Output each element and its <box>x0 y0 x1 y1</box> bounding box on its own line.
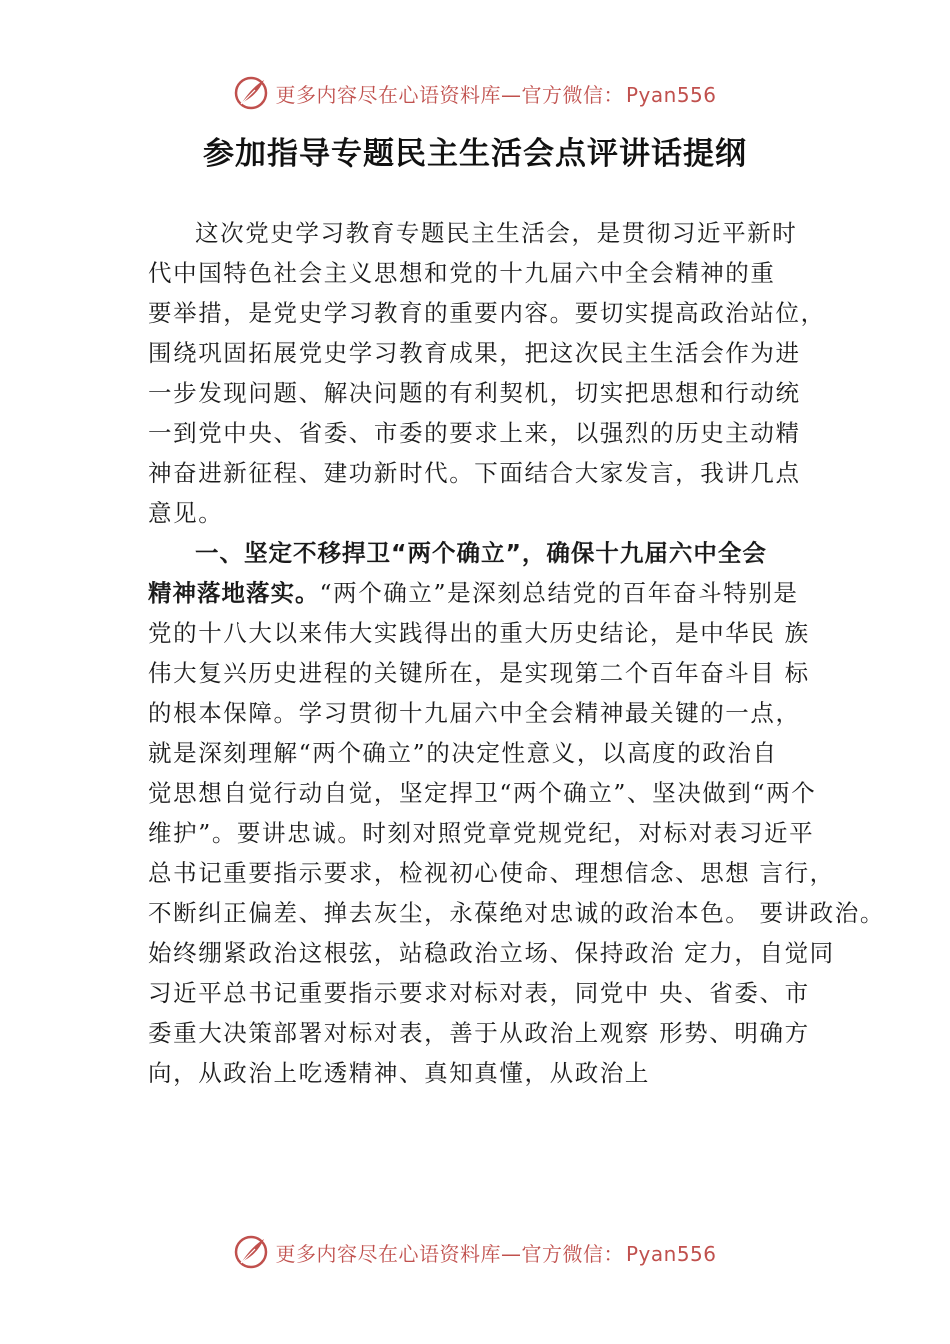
watermark-wechat-id: Pyan556 <box>625 1241 717 1266</box>
watermark-label: 更多内容尽在心语资料库—官方微信： <box>275 82 624 107</box>
paragraph-line: 要举措，是党史学习教育的重要内容。要切实提高政治站位， <box>148 299 826 327</box>
paragraph-line: 始终绷紧政治这根弦，站稳政治立场、保持政治 定力，自觉同 <box>148 939 835 967</box>
paragraph-line: 的根本保障。学习贯彻十九届六中全会精神最关键的一点， <box>148 699 801 727</box>
paragraph-line: 一步发现问题、解决问题的有利契机，切实把思想和行动统 <box>148 379 801 407</box>
watermark-wechat-id: Pyan556 <box>625 82 717 107</box>
paragraph-line: 伟大复兴历史进程的关键所在，是实现第二个百年奋斗目 标 <box>148 659 810 687</box>
watermark-text <box>275 79 716 108</box>
paragraph-line: 总书记重要指示要求，检视初心使命、理想信念、思想 言行， <box>148 859 835 887</box>
paragraph-line: 意见。 <box>148 499 224 527</box>
feather-pen-logo-icon <box>233 1234 269 1270</box>
section-heading-end: 精神落地落实。 <box>148 579 320 607</box>
document-body <box>148 213 885 1093</box>
paragraph-line: 一到党中央、省委、市委的要求上来，以强烈的历史主动精 <box>148 419 801 447</box>
paragraph-line: 维护”。要讲忠诚。时刻对照党章党规党纪，对标对表习近平 <box>148 819 815 847</box>
section-heading-continuation <box>148 573 838 613</box>
paragraph-line: 神奋进新征程、建功新时代。下面结合大家发言，我讲几点 <box>148 459 801 487</box>
page-title: 参加指导专题民主生活会点评讲话提纲 <box>203 136 747 172</box>
paragraph-line: 党的十八大以来伟大实践得出的重大历史结论，是中华民 族 <box>148 619 810 647</box>
paragraph-line: 不断纠正偏差、掸去灰尘，永葆绝对忠诚的政治本色。 要讲政治。 <box>148 899 885 927</box>
section-heading: 一、坚定不移捍卫“两个确立”，确保十九届六中全会 <box>195 539 767 567</box>
paragraph-line: 向，从政治上吃透精神、真知真懂，从政治上 <box>148 1059 650 1087</box>
feather-pen-logo-icon <box>233 75 269 111</box>
paragraph-line: 习近平总书记重要指示要求对标对表，同党中 央、省委、市 <box>148 979 810 1007</box>
watermark-text <box>275 1238 716 1267</box>
paragraph-line: 围绕巩固拓展党史学习教育成果，把这次民主生活会作为进 <box>148 339 801 367</box>
watermark-banner-bottom <box>0 1232 950 1272</box>
paragraph-line: 委重大决策部署对标对表，善于从政治上观察 形势、明确方 <box>148 1019 810 1047</box>
paragraph-line: 代中国特色社会主义思想和党的十九届六中全会精神的重 <box>148 259 776 287</box>
paragraph-line: 觉思想自觉行动自觉，坚定捍卫“两个确立”、坚决做到“两个 <box>148 779 817 807</box>
paragraph-line: 这次党史学习教育专题民主生活会，是贯彻习近平新时 <box>195 219 798 247</box>
section-text-start: “两个确立”是深刻总结党的百年奋斗特别是 <box>319 579 799 607</box>
paragraph-line: 就是深刻理解“两个确立”的决定性意义，以高度的政治自 <box>148 739 778 767</box>
watermark-banner-top <box>0 73 950 113</box>
watermark-label: 更多内容尽在心语资料库—官方微信： <box>275 1241 624 1266</box>
